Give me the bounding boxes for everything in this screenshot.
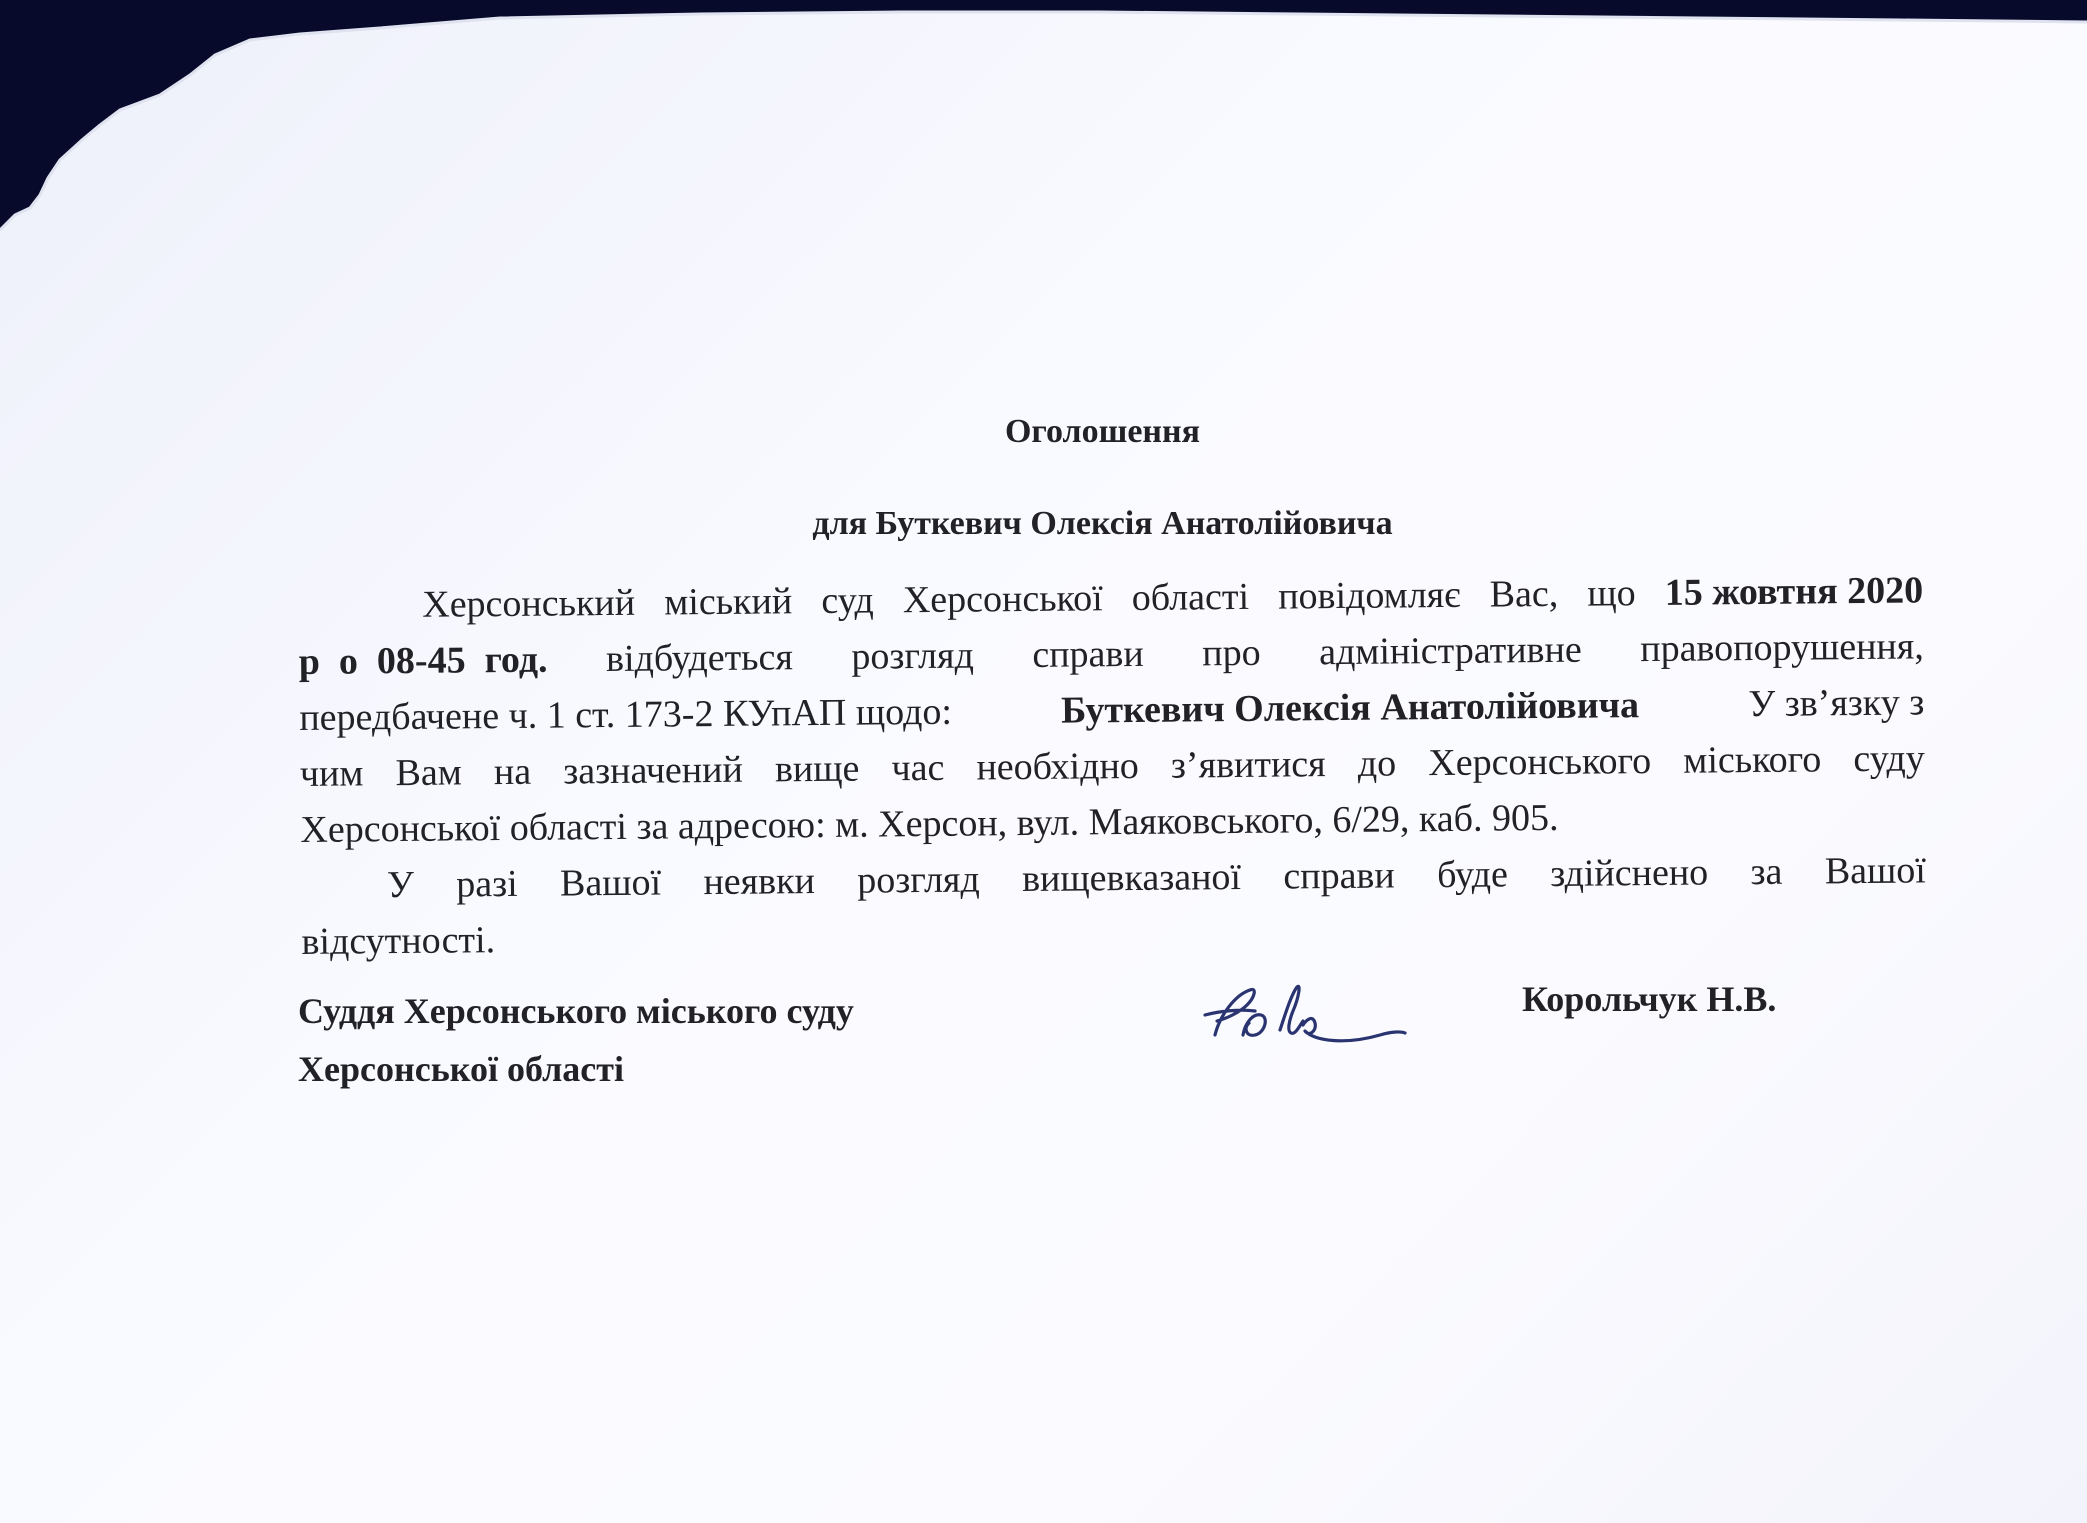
body-word: повідомляє	[1278, 573, 1461, 618]
body-word: справи	[1283, 854, 1395, 898]
body-word: вище	[774, 747, 860, 791]
judge-title-line-1: Суддя Херсонського міського суду	[298, 991, 854, 1031]
body-word: суд	[821, 579, 874, 622]
body-line-5: Херсонської області за адресою: м. Херсон, вул. Маяковського, 6/29, каб. 905.	[300, 796, 1559, 851]
torn-paper-edge	[0, 0, 2087, 260]
body-word: що	[1587, 572, 1636, 615]
notice-body	[298, 562, 1927, 970]
judge-title-line-2: Херсонської області	[298, 1049, 624, 1089]
body-word: за	[1750, 850, 1783, 894]
document-title: Оголошення	[1004, 413, 1201, 450]
body-word: Херсонської	[902, 577, 1103, 622]
hearing-date: 15 жовтня 2020	[1664, 569, 1924, 614]
body-word: розгляд	[851, 634, 975, 678]
body-word: відбудеться	[605, 636, 794, 681]
body-word: Вашої	[1824, 849, 1927, 893]
body-word: буде	[1436, 853, 1509, 897]
body-word: міський	[664, 580, 793, 624]
body-word: суду	[1853, 737, 1925, 781]
body-word: зазначений	[563, 748, 744, 793]
hearing-time: р о 08-45 год.	[298, 638, 548, 683]
body-line-7: відсутності.	[301, 919, 496, 963]
body-word: Вашої	[559, 861, 662, 905]
body-word: на	[493, 750, 532, 794]
body-word: з’явитися	[1170, 743, 1326, 787]
body-word: розгляд	[857, 858, 980, 902]
body-word: здійснено	[1550, 851, 1709, 895]
body-word: міського	[1683, 738, 1822, 782]
addressee-line: для Буткевич Олексія Анатолійовича	[812, 505, 1393, 542]
body-word: справи	[1032, 632, 1144, 676]
body-word: адміністративне	[1318, 628, 1582, 674]
body-word: чим	[299, 752, 364, 795]
body-word: Вас,	[1489, 572, 1559, 616]
body-text: передбачене ч. 1 ст. 173-2 КУпАП щодо:	[299, 690, 953, 739]
body-word: неявки	[703, 860, 816, 904]
body-word: до	[1357, 742, 1397, 785]
body-word: необхідно	[976, 744, 1139, 789]
body-text: У зв’язку з	[1748, 681, 1925, 726]
body-word: Вам	[395, 751, 462, 795]
body-word: правопорушення,	[1640, 625, 1924, 671]
body-word: про	[1202, 631, 1261, 675]
body-word: Херсонський	[422, 581, 636, 626]
body-word: разі	[456, 862, 518, 906]
handwritten-signature	[1195, 975, 1410, 1055]
defendant-name: Буткевич Олексія Анатолійовича	[1060, 684, 1640, 732]
body-word: час	[891, 746, 945, 790]
body-word: області	[1131, 575, 1250, 619]
body-word: вищевказаної	[1021, 855, 1242, 901]
body-word: Херсонського	[1428, 740, 1652, 785]
judge-name: Корольчук Н.В.	[1522, 979, 1777, 1019]
body-word: У	[386, 863, 415, 907]
